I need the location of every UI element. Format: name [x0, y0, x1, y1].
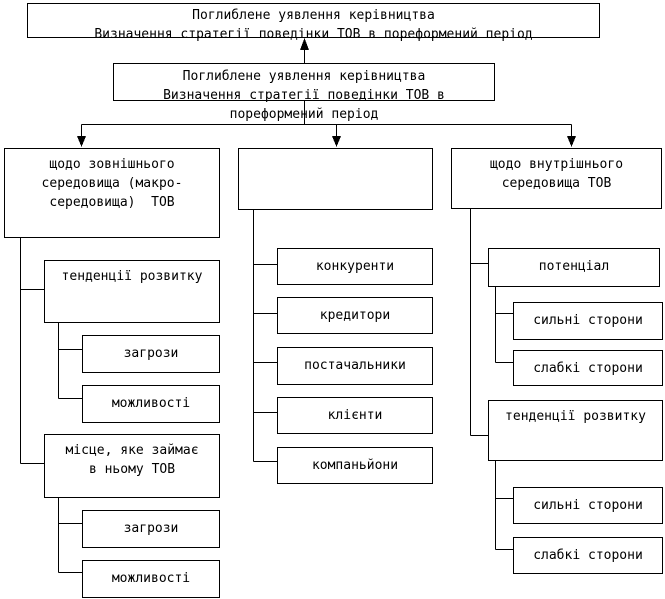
node-ext-trends: тенденції розвитку: [44, 260, 220, 323]
node-middle-empty: [238, 148, 433, 210]
node-ext-trends-opportunities: можливості: [82, 385, 220, 423]
node-ext-place-threats: загрози: [82, 510, 220, 548]
arrow-down-icon: [332, 136, 341, 147]
node-ext-place-opportunities: можливості: [82, 560, 220, 598]
node-suppliers: постачальники: [277, 347, 433, 385]
arrow-down-icon: [567, 136, 576, 147]
node-creditors: кредитори: [277, 297, 433, 334]
node-partners: компаньйони: [277, 447, 433, 484]
node-strategy: Поглиблене уявлення керівництва Визначення стратегії поведінки ТОВ в пореформений період: [113, 63, 495, 101]
node-internal-environment: щодо внутрішнього середовища ТОВ: [451, 148, 662, 209]
node-potential: потенціал: [488, 248, 660, 287]
node-competitors: конкуренти: [277, 248, 433, 285]
node-potential-strengths: сильні сторони: [513, 302, 663, 340]
node-int-trends-weaknesses: слабкі сторони: [513, 537, 663, 574]
node-int-trends: тенденції розвитку: [488, 400, 663, 461]
node-clients: клієнти: [277, 397, 433, 434]
node-potential-weaknesses: слабкі сторони: [513, 350, 663, 386]
node-ext-place: місце, яке займає в ньому ТОВ: [44, 434, 220, 498]
arrow-down-icon: [77, 136, 86, 147]
node-external-environment: щодо зовнішнього середовища (макро- середовища) ТОВ: [4, 148, 220, 238]
node-root: Поглиблене уявлення керівництва Визначення стратегії поведінки ТОВ в пореформений період: [27, 3, 600, 38]
node-int-trends-strengths: сильні сторони: [513, 487, 663, 524]
node-ext-trends-threats: загрози: [82, 335, 220, 373]
